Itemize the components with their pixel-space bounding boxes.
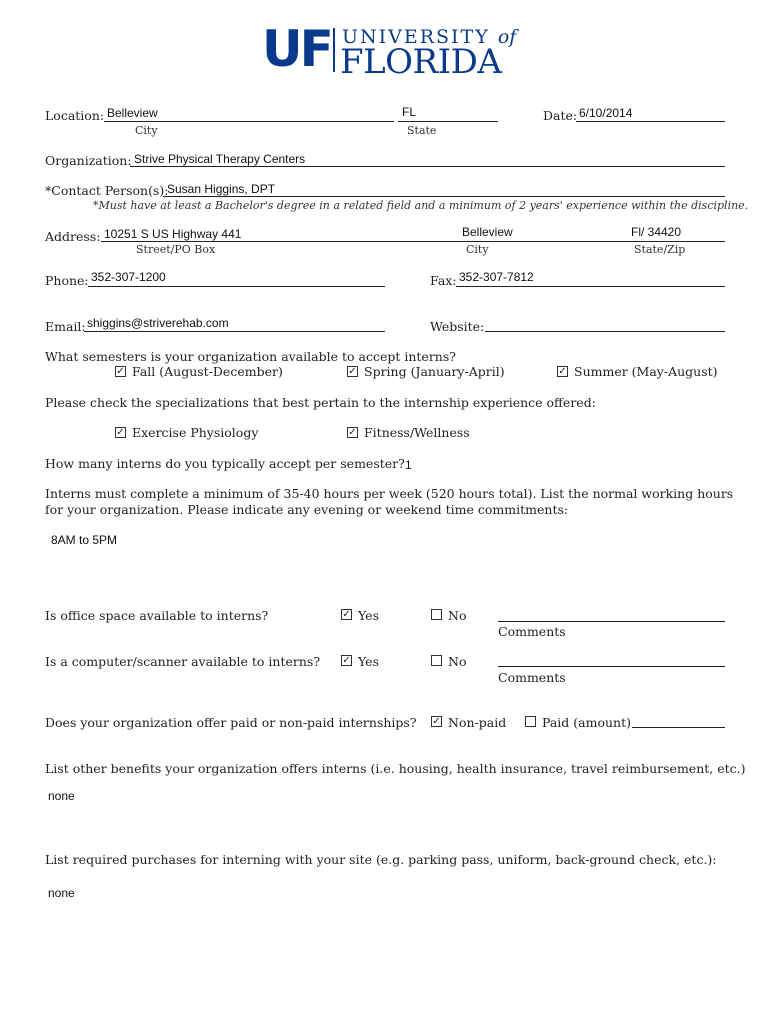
paid-amount-line[interactable] (632, 727, 725, 728)
address-street-caption: Street/PO Box (136, 243, 216, 256)
computer-comments-caption: Comments (498, 670, 566, 685)
address-city-line (405, 241, 555, 242)
location-city-caption: City (135, 124, 158, 137)
date-value[interactable]: 6/10/2014 (579, 106, 633, 120)
logo-florida-text: FLORIDA (340, 42, 502, 82)
phone-label: Phone: (45, 273, 89, 288)
date-label: Date: (543, 108, 578, 123)
office-space-comments-caption: Comments (498, 624, 566, 639)
hours-instruction-line-1: Interns must complete a minimum of 35-40 hours per week (520 hours total). List the normal working hours (45, 486, 734, 501)
paid-checkbox[interactable] (525, 716, 536, 727)
phone-line (88, 286, 385, 287)
computer-comments-line[interactable] (498, 666, 725, 667)
address-label: Address: (45, 229, 101, 244)
office-space-no-checkbox[interactable] (431, 609, 442, 620)
office-space-yes-checkbox[interactable]: ✓ (342, 609, 351, 620)
location-state-value[interactable]: FL (402, 105, 417, 119)
fax-label: Fax: (430, 273, 457, 288)
date-line (576, 121, 725, 122)
address-street-value[interactable]: 10251 S US Highway 441 (104, 227, 242, 241)
spring-label: Spring (January-April) (364, 364, 505, 379)
address-statezip-line (555, 241, 725, 242)
location-city-line (104, 121, 394, 122)
fitness-wellness-checkbox[interactable]: ✓ (348, 427, 357, 438)
contact-line (163, 196, 725, 197)
interns-count-value[interactable]: 1 (405, 458, 412, 472)
summer-label: Summer (May-August) (574, 364, 718, 379)
email-value[interactable]: shiggins@striverehab.com (87, 316, 229, 330)
email-label: Email: (45, 319, 86, 334)
benefits-value[interactable]: none (48, 789, 75, 803)
location-state-line (398, 121, 498, 122)
fax-value[interactable]: 352-307-7812 (459, 270, 534, 284)
email-line (84, 331, 385, 332)
logo-uf-mark: UF (262, 20, 331, 78)
office-space-question: Is office space available to interns? (45, 608, 269, 623)
exercise-physiology-label: Exercise Physiology (132, 425, 259, 440)
logo-divider (333, 28, 335, 72)
location-city-value[interactable]: Belleview (107, 106, 158, 120)
address-city-value[interactable]: Belleview (462, 225, 513, 239)
organization-line (130, 166, 725, 167)
location-label: Location: (45, 108, 105, 123)
computer-no-checkbox[interactable] (431, 655, 442, 666)
nonpaid-label: Non-paid (448, 715, 507, 730)
organization-value[interactable]: Strive Physical Therapy Centers (134, 152, 306, 166)
logo-university-text: UNIVERSITY of (342, 26, 517, 48)
hours-instruction-line-2: for your organization. Please indicate any evening or weekend time commitments: (45, 502, 569, 517)
fall-label: Fall (August-December) (132, 364, 283, 379)
benefits-question: List other benefits your organization offers interns (i.e. housing, health insurance, travel reimbursement, etc.) (45, 761, 746, 776)
address-statezip-caption: State/Zip (634, 243, 686, 256)
address-statezip-value[interactable]: Fl/ 34420 (631, 225, 682, 239)
paid-question: Does your organization offer paid or non-paid internships? (45, 715, 417, 730)
office-space-comments-line[interactable] (498, 621, 725, 622)
semesters-question: What semesters is your organization available to accept interns? (45, 349, 456, 364)
fall-checkbox[interactable]: ✓ (116, 366, 125, 377)
phone-value[interactable]: 352-307-1200 (91, 270, 166, 284)
computer-yes-label: Yes (358, 654, 379, 669)
spring-checkbox[interactable]: ✓ (348, 366, 357, 377)
computer-yes-checkbox[interactable]: ✓ (342, 655, 351, 666)
fitness-wellness-label: Fitness/Wellness (364, 425, 470, 440)
specializations-question: Please check the specializations that best pertain to the internship experience offered: (45, 395, 596, 410)
summer-checkbox[interactable]: ✓ (558, 366, 567, 377)
interns-count-question: How many interns do you typically accept per semester? (45, 456, 405, 471)
contact-label: *Contact Person(s): (45, 183, 169, 198)
nonpaid-checkbox[interactable]: ✓ (432, 716, 441, 727)
website-label: Website: (430, 319, 485, 334)
office-space-no-label: No (448, 608, 467, 623)
exercise-physiology-checkbox[interactable]: ✓ (116, 427, 125, 438)
hours-value[interactable]: 8AM to 5PM (51, 533, 118, 547)
computer-question: Is a computer/scanner available to interns? (45, 654, 321, 669)
purchases-value[interactable]: none (48, 886, 75, 900)
location-state-caption: State (407, 124, 437, 137)
fax-line (456, 286, 725, 287)
organization-label: Organization: (45, 153, 132, 168)
paid-label: Paid (amount) (542, 715, 631, 730)
computer-no-label: No (448, 654, 467, 669)
office-space-yes-label: Yes (358, 608, 379, 623)
address-street-line (101, 241, 405, 242)
contact-requirement-note: *Must have at least a Bachelor's degree in a related field and a minimum of 2 years' experience within the discipline. (93, 199, 749, 212)
contact-value[interactable]: Susan Higgins, DPT (167, 182, 276, 196)
address-city-caption: City (466, 243, 489, 256)
website-line (485, 331, 725, 332)
purchases-question: List required purchases for interning with your site (e.g. parking pass, uniform, back-ground check, etc.): (45, 852, 717, 867)
